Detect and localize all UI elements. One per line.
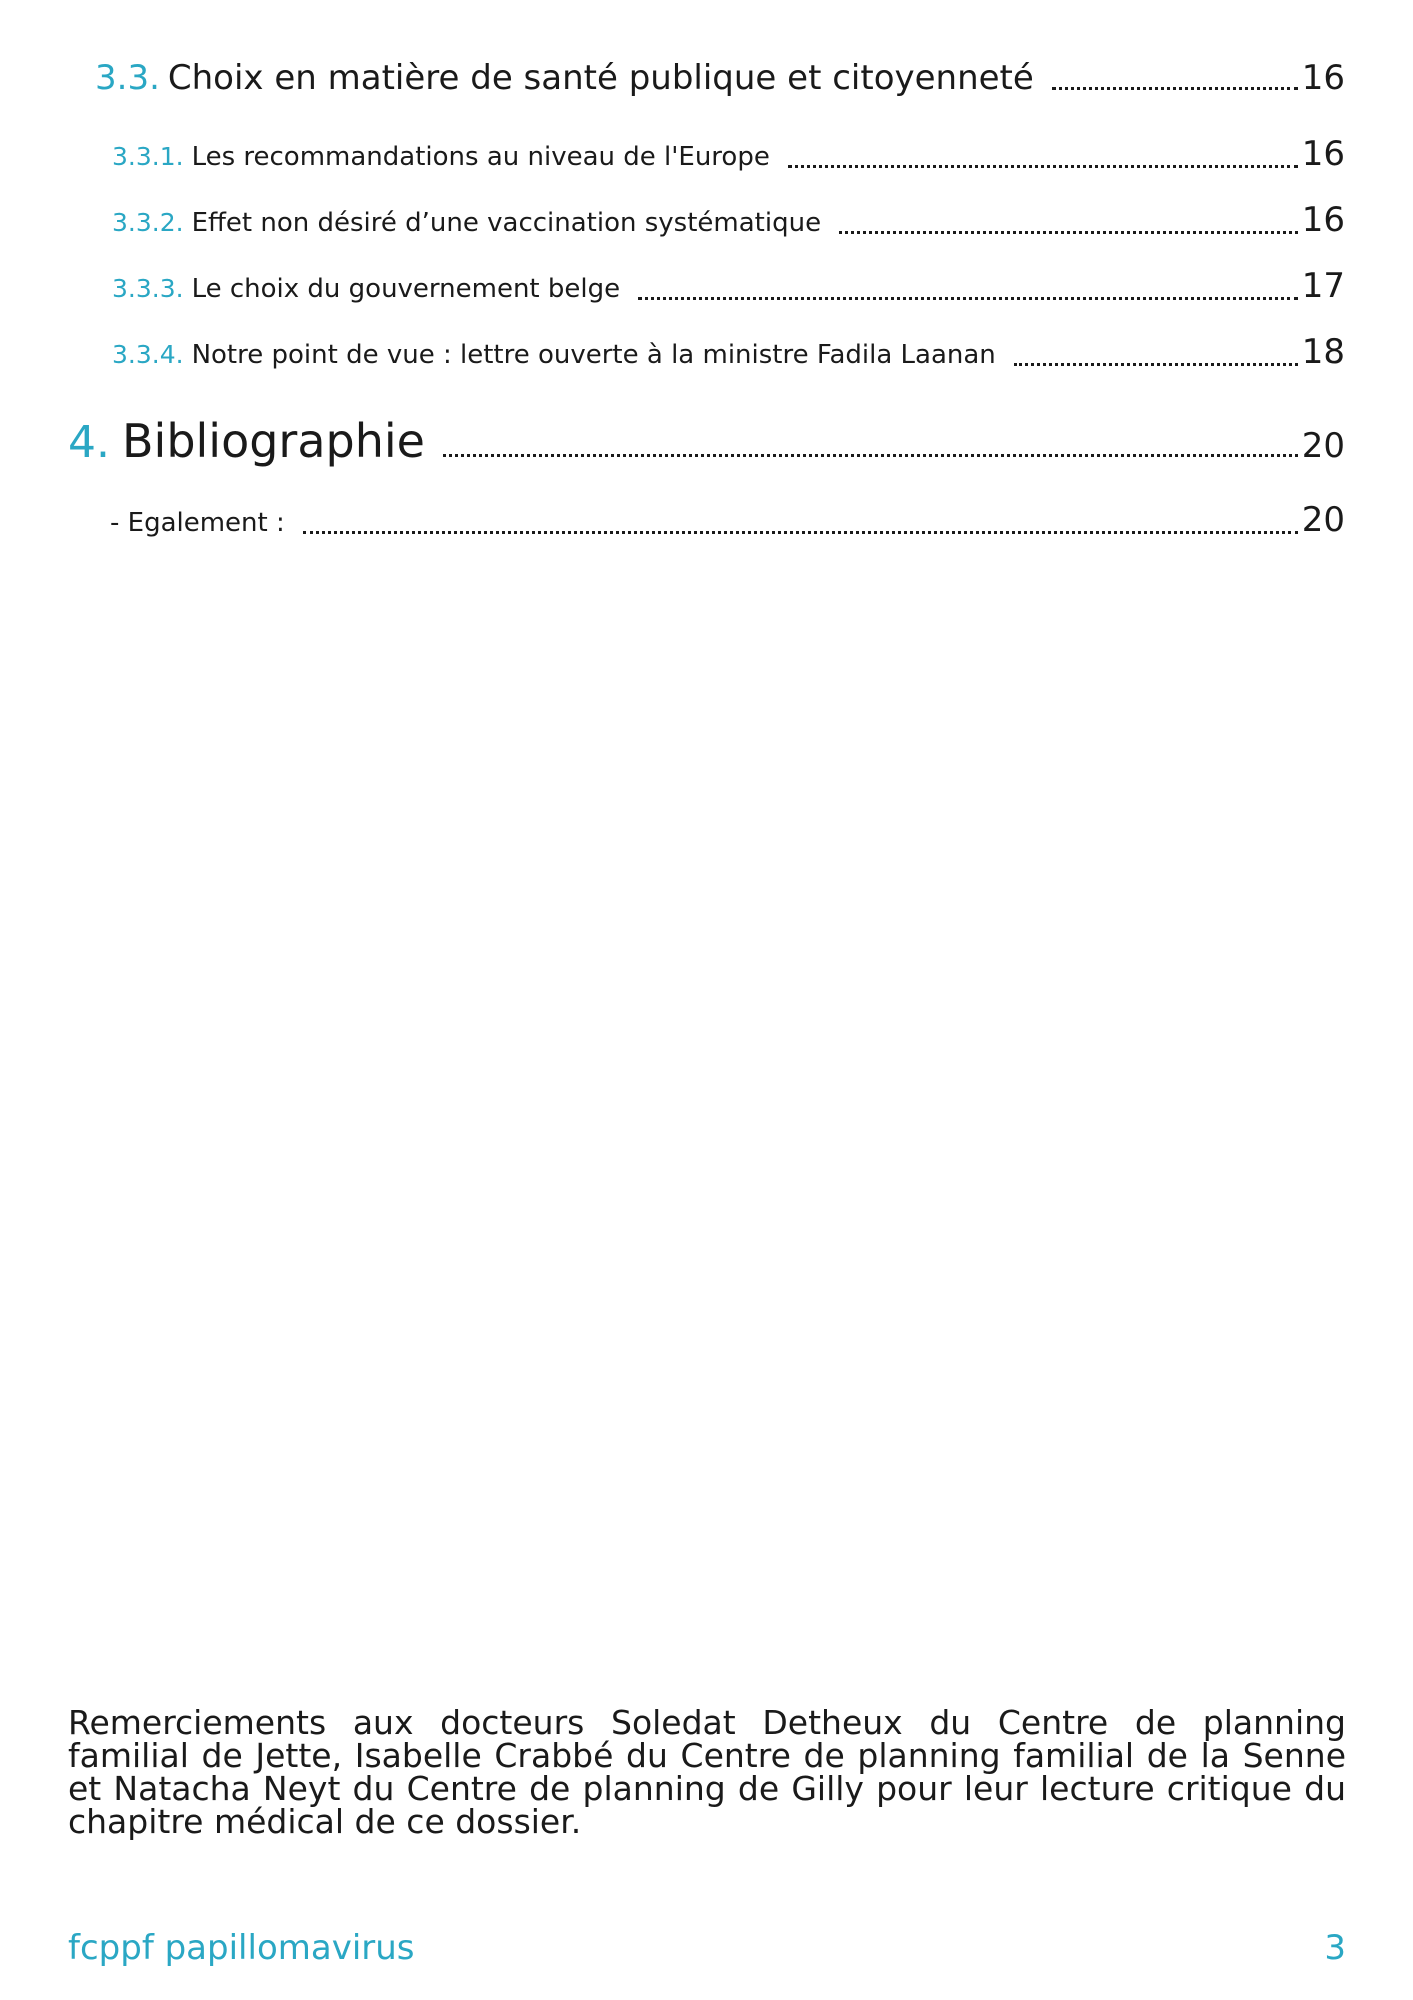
toc-entry-page: 16 <box>1301 200 1345 240</box>
footer-title: fcppf papillomavirus <box>68 1928 415 1968</box>
toc-entry-number: 3.3.2. <box>112 208 184 237</box>
footer-page-number: 3 <box>1324 1928 1346 1968</box>
toc-entry-title: Les recommandations au niveau de l'Europe <box>191 142 770 172</box>
toc-entry-page: 18 <box>1301 332 1345 372</box>
toc-entry-title: - Egalement : <box>110 508 285 538</box>
toc-entry-title: Bibliographie <box>121 414 425 468</box>
toc-entry-number: 3.3.4. <box>112 340 184 369</box>
toc-entry-4[interactable] <box>68 414 1345 468</box>
toc-dot-leader <box>839 200 1298 240</box>
toc-entry-egalement[interactable] <box>110 500 1345 540</box>
toc-entry-page: 17 <box>1301 266 1345 306</box>
toc-dot-leader <box>1014 332 1298 372</box>
toc-entry-page: 20 <box>1301 426 1345 466</box>
toc-entry-3-3-3[interactable] <box>112 266 1345 306</box>
toc-dot-leader <box>443 414 1298 468</box>
toc-dot-leader <box>788 134 1298 174</box>
toc-entry-title: Le choix du gouvernement belge <box>191 274 621 304</box>
toc-entry-title: Choix en matière de santé publique et citoyenneté <box>167 58 1034 98</box>
toc-entry-3-3[interactable] <box>95 58 1345 98</box>
toc-dot-leader <box>638 266 1298 306</box>
toc-entry-page: 20 <box>1301 500 1345 540</box>
toc-entry-3-3-4[interactable] <box>112 332 1345 372</box>
acknowledgement-paragraph: Remerciements aux docteurs Soledat Detheux du Centre de planning familial de Jette, Isabelle Crabbé du Centre de planning familial de la Senne et Natacha Neyt du Centre de planning de Gilly pour leur lecture critique du chapitre médical de ce dossier. <box>68 1703 1346 1841</box>
toc-entry-number: 3.3. <box>95 58 160 98</box>
toc-entry-page: 16 <box>1301 58 1345 98</box>
toc-entry-number: 3.3.3. <box>112 274 184 303</box>
toc-entry-title: Effet non désiré d’une vaccination systématique <box>191 208 822 238</box>
toc-entry-title: Notre point de vue : lettre ouverte à la ministre Fadila Laanan <box>191 340 996 370</box>
toc-entry-3-3-2[interactable] <box>112 200 1345 240</box>
toc-entry-number: 3.3.1. <box>112 142 184 171</box>
toc-dot-leader <box>1052 58 1298 98</box>
toc-entry-page: 16 <box>1301 134 1345 174</box>
toc-dot-leader <box>303 500 1298 540</box>
toc-entry-number: 4. <box>68 417 110 468</box>
toc-entry-3-3-1[interactable] <box>112 134 1345 174</box>
